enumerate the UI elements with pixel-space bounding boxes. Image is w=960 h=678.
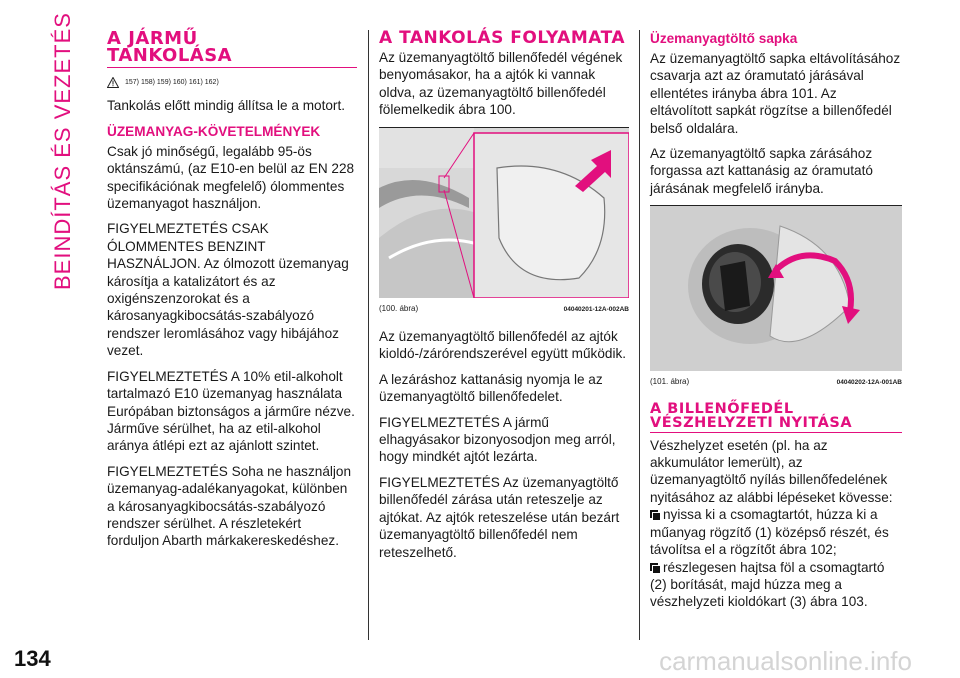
- section-title-block: [107, 30, 357, 68]
- figure-101-fuel-cap: [650, 206, 902, 371]
- fuel-cap-illustration: [650, 206, 902, 371]
- side-section-tab: [50, 12, 84, 290]
- column-fuel-cap: [650, 30, 902, 619]
- column-refueling-procedure: [379, 30, 629, 569]
- section-title: A BILLENŐFEDÉL VÉSZHELYZETI NYITÁSA: [650, 400, 853, 431]
- column-divider: [639, 30, 640, 640]
- section-title: A JÁRMŰ TANKOLÁSA: [107, 28, 233, 66]
- subheading-fuel-requirements: ÜZEMANYAG-KÖVETELMÉNYEK: [107, 123, 321, 139]
- figure-code: 04040201-12A-002AB: [563, 305, 629, 313]
- bullet-text: nyissa ki a csomagtartót, húzza ki a műanyag rögzítő (1) középső részét, és távolítsa el a rögzítőt ábra 102;: [650, 507, 889, 558]
- intro-text: Tankolás előtt mindig állítsa le a motort.: [107, 98, 346, 114]
- paragraph: FIGYELMEZTETÉS Soha ne használjon üzemanyag-adalékanyagokat, különben a károsanyagkibocsátás-szabályozó rendszer sérülhet. A részletekért forduljon Abarth márkakereskedéshez.: [107, 463, 352, 549]
- page-number: 134: [14, 646, 51, 671]
- warning-ref-numbers: 157) 158) 159) 160) 161) 162): [125, 79, 219, 86]
- paragraph: Vészhelyzet esetén (pl. ha az akkumulátor lemerült), az üzemanyagtöltő nyílás billenőfedelének nyitásához az alábbi lépéseket kövesse:: [650, 437, 893, 505]
- section-title: A TANKOLÁS FOLYAMATA: [379, 28, 626, 48]
- subheading-fuel-cap: Üzemanyagtöltő sapka: [650, 31, 798, 46]
- paragraph: FIGYELMEZTETÉS A 10% etil-alkoholt tartalmazó E10 üzemanyag használata Európában biztonságos a járműre nézve. Járműve sérülhet, ha az etil-alkohol aránya átlépi ezt az ajánlott szintet.: [107, 368, 355, 454]
- fuel-flap-illustration: [379, 128, 629, 298]
- figure-label: (100. ábra): [379, 303, 419, 313]
- watermark: carmanualsonline.info: [659, 646, 912, 676]
- figure-100-fuel-flap: [379, 128, 629, 298]
- section-title-block: [650, 402, 902, 433]
- figure-code: 04040202-12A-001AB: [836, 379, 902, 387]
- figure-caption: [650, 373, 902, 391]
- bullet-text: részlegesen hajtsa föl a csomagtartó (2) borítását, majd húzza meg a vészhelyzeti kioldókart (3) ábra 103.: [650, 559, 885, 610]
- column-refueling: [107, 30, 357, 558]
- warning-refs: [107, 74, 357, 91]
- figure-label: (101. ábra): [650, 377, 690, 387]
- bullet-icon: [650, 510, 660, 520]
- paragraph: Csak jó minőségű, legalább 95-ös oktánszámú, (az E10-en belül az EN 228 specifikációnak megfelelő) ólommentes üzemanyagot használjon.: [107, 143, 355, 212]
- paragraph: A lezáráshoz kattanásig nyomja le az üzemanyagtöltő billenőfedelet.: [379, 371, 603, 405]
- paragraph: FIGYELMEZTETÉS CSAK ÓLOMMENTES BENZINT HASZNÁLJON. Az ólmozott üzemanyag károsítja a katalizátort és az oxigénszenzorokat és a károsanyagkibocsátás-szabályozó rendszer leromlásához vagy hibájához vezet.: [107, 221, 349, 359]
- column-divider: [368, 30, 369, 640]
- side-tab-label: BEINDÍTÁS ÉS VEZETÉS: [50, 12, 75, 290]
- figure-caption: [379, 300, 629, 318]
- paragraph: Az üzemanyagtöltő billenőfedél az ajtók kioldó-/zárórendszerével együtt működik.: [379, 329, 627, 362]
- paragraph: Az üzemanyagtöltő sapka zárásához forgassa azt kattanásig az óramutató járásának megfelelő irányba.: [650, 146, 873, 196]
- paragraph: Az üzemanyagtöltő sapka eltávolításához csavarja azt az óramutató járásával ellentétes irányba ábra 101. Az eltávolított sapkát rögzítse a billenőfedél belső oldalára.: [650, 51, 901, 136]
- bullet-item: [650, 506, 902, 558]
- bullet-item: [650, 559, 902, 611]
- warning-triangle-icon: [107, 77, 119, 88]
- paragraph: FIGYELMEZTETÉS A jármű elhagyásakor bizonyosodjon meg arról, hogy mindkét ajtót lezárta.: [379, 414, 616, 465]
- bullet-icon: [650, 563, 660, 573]
- paragraph: FIGYELMEZTETÉS Az üzemanyagtöltő billenőfedél zárása után reteszelje az ajtókat. Az ajtók reteszelése után bezárt üzemanyagtöltő billenőfedél nem reteszelhető.: [379, 474, 620, 560]
- paragraph: Az üzemanyagtöltő billenőfedél végének benyomásakor, ha a ajtók ki vannak oldva, az üzemanyagtöltő billenőfedél fölemelkedik ábra 100.: [379, 50, 623, 118]
